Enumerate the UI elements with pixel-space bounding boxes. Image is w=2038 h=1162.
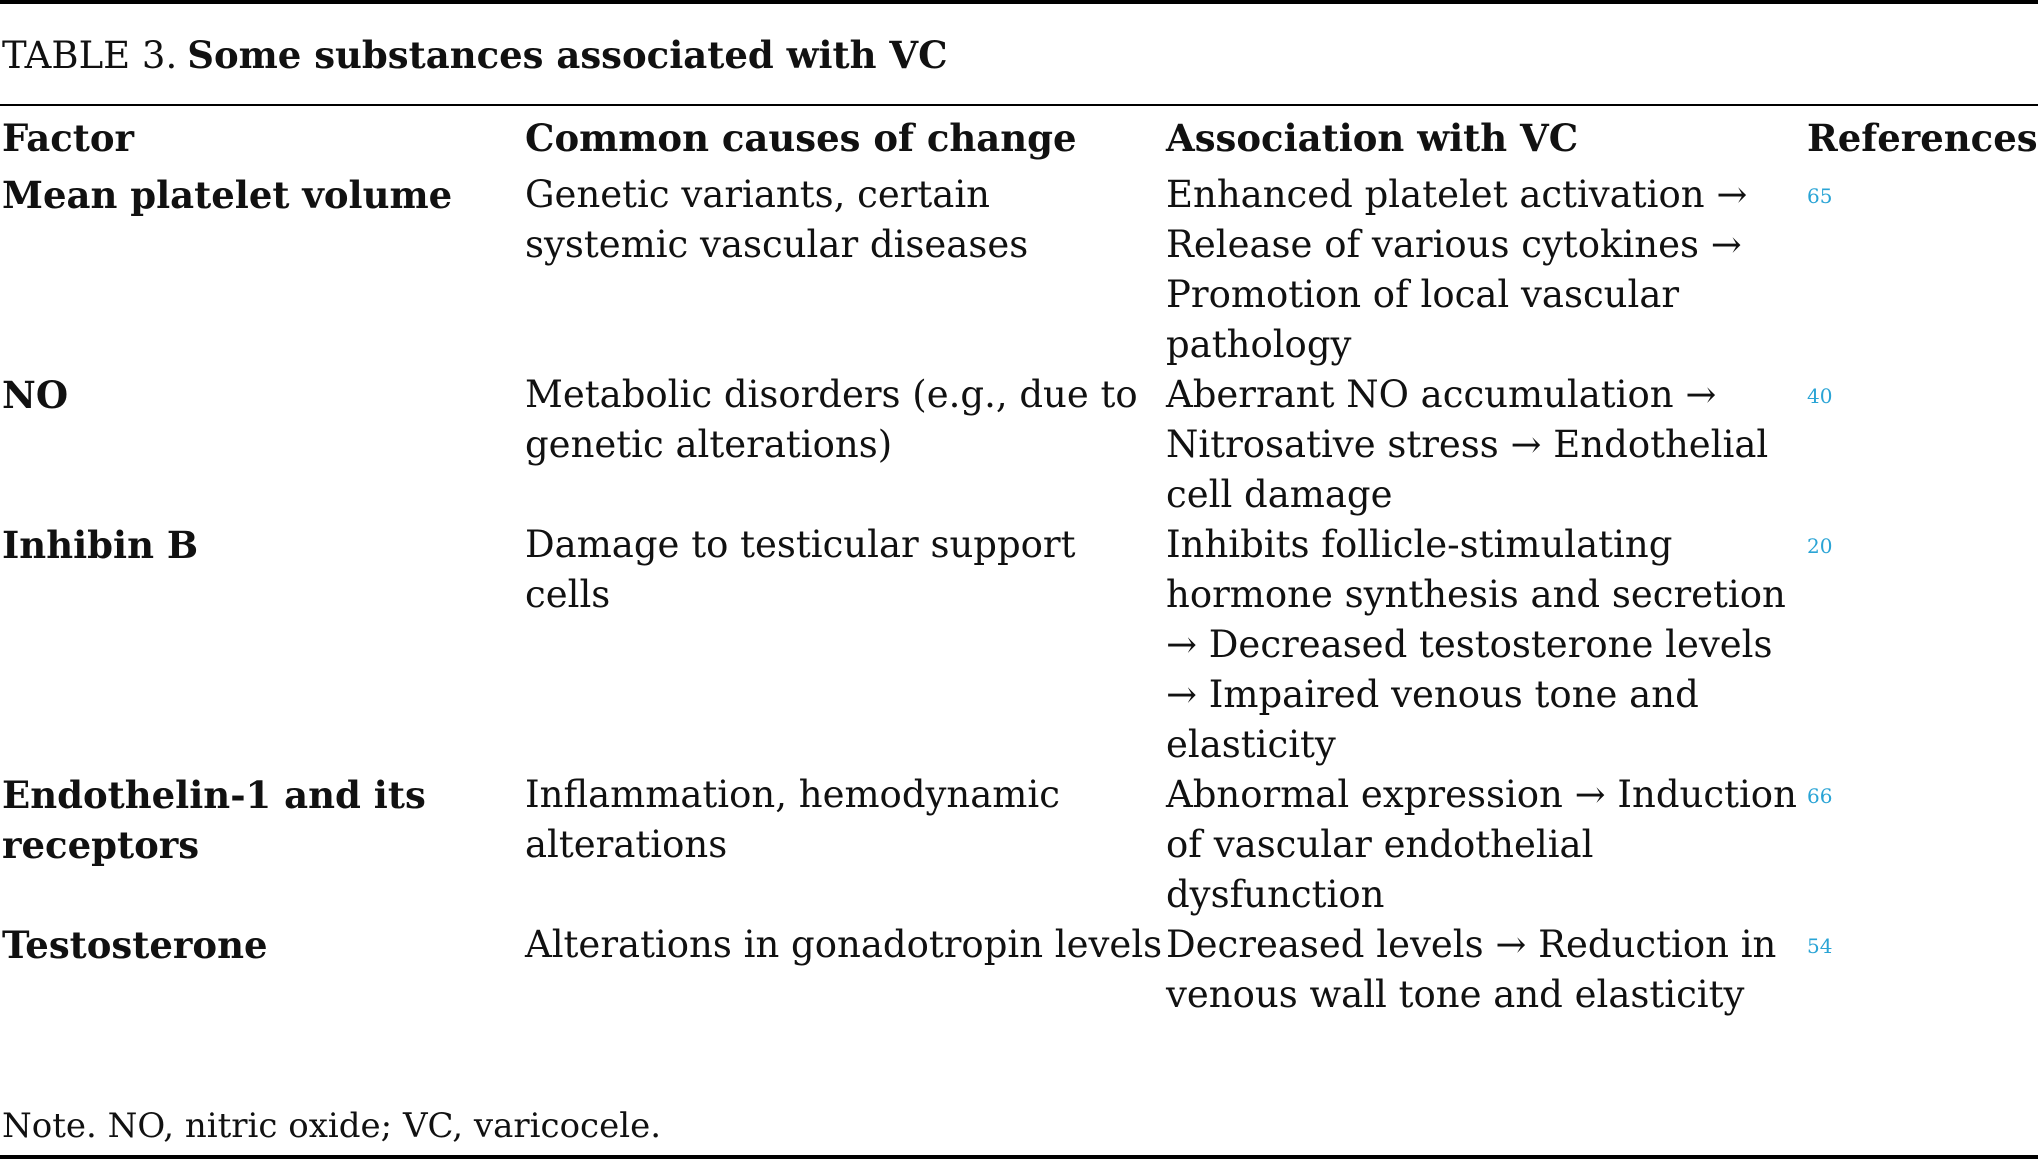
reference-link[interactable]: 54 <box>1807 934 1833 958</box>
bottom-rule <box>0 1155 2038 1159</box>
factor-cell: Mean platelet volume <box>2 173 453 217</box>
column-header-references: References <box>1807 116 2038 160</box>
table-row <box>0 920 2038 1020</box>
table-row <box>0 770 2038 920</box>
header-row <box>0 113 2038 170</box>
top-rule <box>0 0 2038 4</box>
column-header-causes: Common causes of change <box>525 116 1077 160</box>
association-cell: Enhanced platelet activation → Release of various cytokines → Promotion of local vascular pathology <box>1166 173 1748 366</box>
association-cell: Decreased levels → Reduction in venous wall tone and elasticity <box>1166 923 1777 1016</box>
factor-cell: Inhibin B <box>2 523 199 567</box>
causes-cell: Damage to testicular support cells <box>525 523 1076 616</box>
factor-cell: Endothelin-1 and its receptors <box>2 773 426 867</box>
reference-link[interactable]: 65 <box>1807 184 1833 208</box>
causes-cell: Metabolic disorders (e.g., due to genetic alterations) <box>525 373 1138 466</box>
table-title: Some substances associated with VC <box>187 33 948 77</box>
header-rule <box>0 104 2038 106</box>
reference-link[interactable]: 66 <box>1807 784 1833 808</box>
causes-cell: Genetic variants, certain systemic vascular diseases <box>525 173 1029 266</box>
table-caption <box>2 33 948 78</box>
factor-cell: NO <box>2 373 69 417</box>
reference-link[interactable]: 40 <box>1807 384 1833 408</box>
data-table <box>0 113 2038 1020</box>
causes-cell: Inflammation, hemodynamic alterations <box>525 773 1060 866</box>
table-row <box>0 370 2038 520</box>
column-header-factor: Factor <box>2 116 135 160</box>
factor-cell: Testosterone <box>2 923 268 967</box>
association-cell: Inhibits follicle-stimulating hormone synthesis and secretion → Decreased testosterone levels → Impaired venous tone and elasticity <box>1166 523 1786 766</box>
column-header-association: Association with VC <box>1166 116 1579 160</box>
table-label: TABLE 3. <box>2 34 178 77</box>
table-row <box>0 520 2038 770</box>
association-cell: Abnormal expression → Induction of vascular endothelial dysfunction <box>1166 773 1797 916</box>
table-note: Note. NO, nitric oxide; VC, varicocele. <box>2 1106 661 1146</box>
association-cell: Aberrant NO accumulation → Nitrosative stress → Endothelial cell damage <box>1166 373 1769 516</box>
reference-link[interactable]: 20 <box>1807 534 1833 558</box>
causes-cell: Alterations in gonadotropin levels <box>525 923 1163 966</box>
table-row <box>0 170 2038 370</box>
